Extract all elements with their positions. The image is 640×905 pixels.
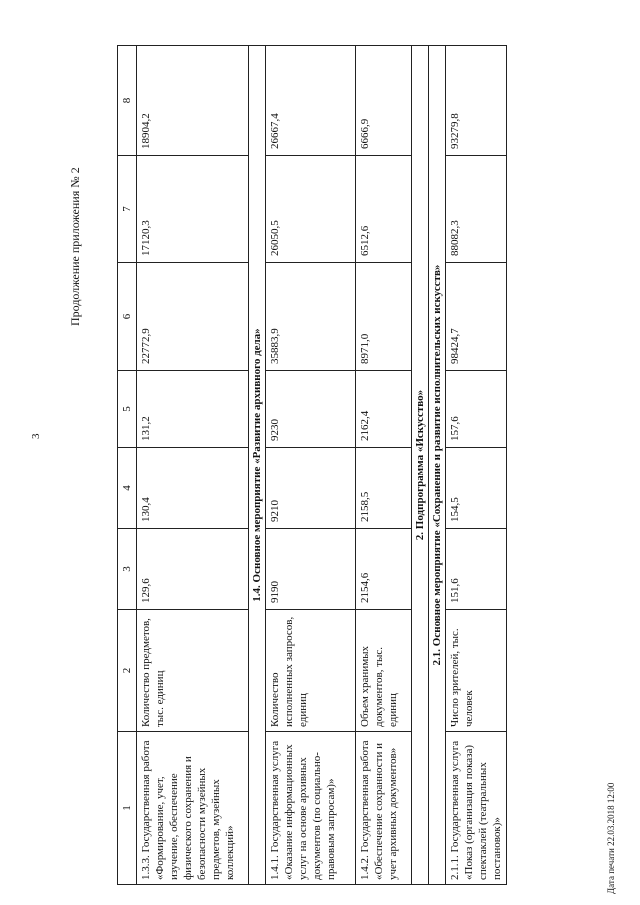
value-cell: 130,4	[137, 448, 249, 529]
data-table	[117, 45, 507, 885]
value-cell: 2158,5	[356, 448, 412, 529]
value-cell: 88082,3	[446, 156, 507, 263]
value-cell: 18904,2	[137, 46, 249, 156]
indicator-cell: Объем хранимых документов, тыс. единиц	[356, 610, 412, 732]
indicator-cell: Количество исполненных запросов, единиц	[266, 610, 356, 732]
column-header: 7	[118, 156, 137, 263]
table-row	[446, 46, 507, 885]
indicator-cell: Число зрителей, тыс. человек	[446, 610, 507, 732]
column-header: 2	[118, 610, 137, 732]
value-cell: 22772,9	[137, 263, 249, 371]
column-header: 1	[118, 732, 137, 885]
page-number: 3	[30, 433, 42, 439]
value-cell: 129,6	[137, 529, 249, 610]
item-description-cell: 2.1.1. Государственная услуга «Показ (организация показа) спектаклей (театральных постановок)»	[446, 732, 507, 885]
section-title: 2.1. Основное мероприятие «Сохранение и развитие исполнительских искусств»	[429, 46, 446, 885]
data-table-container	[117, 46, 503, 885]
table-row	[356, 46, 412, 885]
value-cell: 6666,9	[356, 46, 412, 156]
value-cell: 93279,8	[446, 46, 507, 156]
value-cell: 35883,9	[266, 263, 356, 371]
section-title: 1.4. Основное мероприятие «Развитие архивного дела»	[249, 46, 266, 885]
column-header: 3	[118, 529, 137, 610]
section-row	[412, 46, 429, 885]
header-row	[118, 46, 137, 885]
value-cell: 9190	[266, 529, 356, 610]
value-cell: 2162,4	[356, 371, 412, 448]
value-cell: 2154,6	[356, 529, 412, 610]
column-header: 5	[118, 371, 137, 448]
column-header: 4	[118, 448, 137, 529]
table-row	[137, 46, 249, 885]
value-cell: 26667,4	[266, 46, 356, 156]
value-cell: 6512,6	[356, 156, 412, 263]
column-header: 8	[118, 46, 137, 156]
table-row	[266, 46, 356, 885]
item-description-cell: 1.4.1. Государственная услуга «Оказание информационных услуг на основе архивных документов (по социально-правовым запросам)»	[266, 732, 356, 885]
value-cell: 131,2	[137, 371, 249, 448]
section-row	[249, 46, 266, 885]
value-cell: 157,6	[446, 371, 507, 448]
section-row	[429, 46, 446, 885]
value-cell: 17120,3	[137, 156, 249, 263]
value-cell: 154,5	[446, 448, 507, 529]
item-description-cell: 1.3.3. Государственная работа «Формирование, учет, изучение, обеспечение физического сохранения и безопасности музейных предметов, музейных коллекций»	[137, 732, 249, 885]
page-header: Продолжение приложения № 2	[68, 167, 82, 326]
print-date-footer: Дата печати 22.03.2018 12:00	[606, 782, 616, 894]
value-cell: 151,6	[446, 529, 507, 610]
value-cell: 9210	[266, 448, 356, 529]
item-description-cell: 1.4.2. Государственная работа «Обеспечение сохранности и учет архивных документов»	[356, 732, 412, 885]
value-cell: 8971,0	[356, 263, 412, 371]
column-header: 6	[118, 263, 137, 371]
section-title: 2. Подпрограмма «Искусство»	[412, 46, 429, 885]
indicator-cell: Количество предметов, тыс. единиц	[137, 610, 249, 732]
value-cell: 98424,7	[446, 263, 507, 371]
value-cell: 26050,5	[266, 156, 356, 263]
value-cell: 9230	[266, 371, 356, 448]
